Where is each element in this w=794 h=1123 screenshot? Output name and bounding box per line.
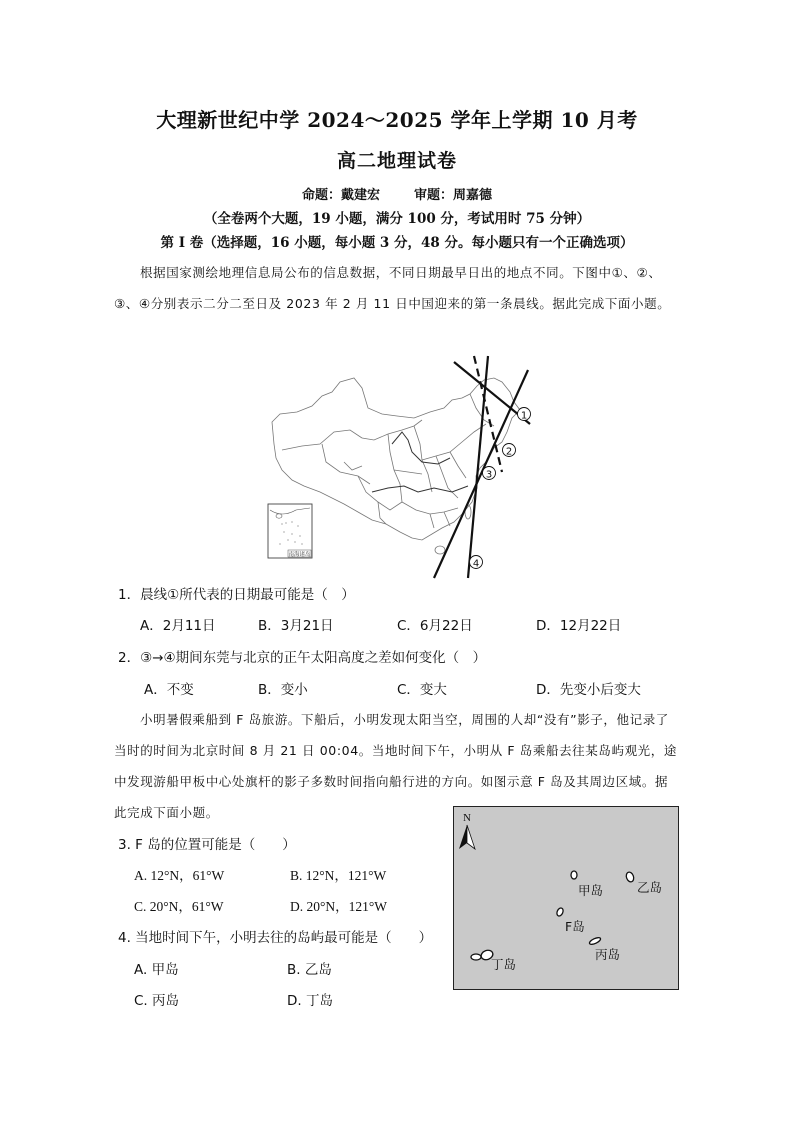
island-bing (589, 936, 602, 945)
island-ding-a (471, 954, 481, 960)
label-jia: 甲岛 (578, 883, 604, 898)
q2-option-c[interactable]: C．变大 (397, 682, 447, 698)
q2-option-a[interactable]: A．不变 (144, 682, 194, 698)
question-1-stem: 1．晨线①所代表的日期最可能是（ ） (118, 587, 355, 603)
dawn-line-3 (434, 370, 528, 578)
author: 命题：戴建宏 (301, 188, 380, 203)
q2-option-d[interactable]: D．先变小后变大 (536, 682, 641, 698)
q3-option-b[interactable]: B. 12°N，121°W (290, 868, 387, 883)
inset-label: 南海诸岛 (288, 552, 311, 558)
q3-option-c[interactable]: C. 20°N，61°W (134, 899, 224, 914)
north-arrow-icon (459, 812, 475, 849)
china-dawn-line-map (262, 352, 537, 580)
label-bing: 丙岛 (595, 947, 621, 962)
section-heading: 第 I 卷（选择题，16 小题，每小题 3 分，48 分。每小题只有一个正确选项） (160, 235, 634, 251)
q4-option-a[interactable]: A. 甲岛 (134, 962, 179, 978)
dawn-lines (434, 356, 530, 578)
passage-1: 根据国家测绘地理信息局公布的信息数据，不同日期最早日出的地点不同。下图中①、②、③、④分别表示二分二至日及 2023 年 2 月 11 日中国迎来的第一条晨线。据此完成下面小题。 (114, 265, 671, 311)
question-4-stem: 4. 当地时间下午，小明去往的岛屿最可能是（ ） (118, 930, 433, 946)
q3-option-d[interactable]: D. 20°N，121°W (290, 899, 388, 914)
exam-authors (0, 184, 794, 203)
north-label: N (463, 812, 471, 824)
line-label-4: 4 (472, 558, 480, 570)
island-jia (571, 871, 577, 879)
line-label-3: 3 (485, 469, 493, 481)
island-f (556, 907, 565, 917)
q1-option-c[interactable]: C．6月22日 (397, 618, 473, 634)
line-label-1: 1 (520, 410, 528, 422)
island-yi (625, 871, 635, 883)
q3-option-a[interactable]: A. 12°N，61°W (134, 868, 225, 883)
south-china-sea-inset (268, 504, 312, 558)
reviewer: 审题：周嘉德 (414, 188, 493, 203)
q1-option-b[interactable]: B．3月21日 (258, 618, 334, 634)
q1-option-a[interactable]: A．2月11日 (140, 618, 216, 634)
q4-option-c[interactable]: C. 丙岛 (134, 993, 180, 1009)
label-f: F岛 (565, 919, 585, 934)
line-label-2: 2 (505, 446, 513, 458)
q4-option-d[interactable]: D. 丁岛 (287, 993, 333, 1009)
q2-option-b[interactable]: B．变小 (258, 682, 308, 698)
question-3-stem: 3. F 岛的位置可能是（ ） (118, 837, 296, 853)
exam-subtitle: 高二地理试卷 (336, 150, 457, 172)
island-map (453, 806, 679, 990)
question-2-stem: 2．③→④期间东莞与北京的正午太阳高度之差如何变化（ ） (118, 650, 487, 666)
passage-2: 小明暑假乘船到 F 岛旅游。下船后，小明发现太阳当空，周围的人却“没有”影子，他记录了当时的时间为北京时间 8 月 21 日 00:04。当地时间下午，小明从 F 岛乘船去往某岛屿观光，途中发现游船甲板中心处旗杆的影子多数时间指向船行进的方向。如图示意 F 岛及其周边区域。据此完成下面小题。 (114, 712, 677, 820)
label-yi: 乙岛 (637, 880, 663, 895)
label-ding: 丁岛 (491, 957, 517, 972)
exam-scope: （全卷两个大题，19 小题，满分 100 分，考试用时 75 分钟） (203, 211, 591, 227)
exam-title: 大理新世纪中学 2024～2025 学年上学期 10 月考 (156, 108, 638, 132)
q1-option-d[interactable]: D．12月22日 (536, 618, 622, 634)
q4-option-b[interactable]: B. 乙岛 (287, 962, 332, 978)
